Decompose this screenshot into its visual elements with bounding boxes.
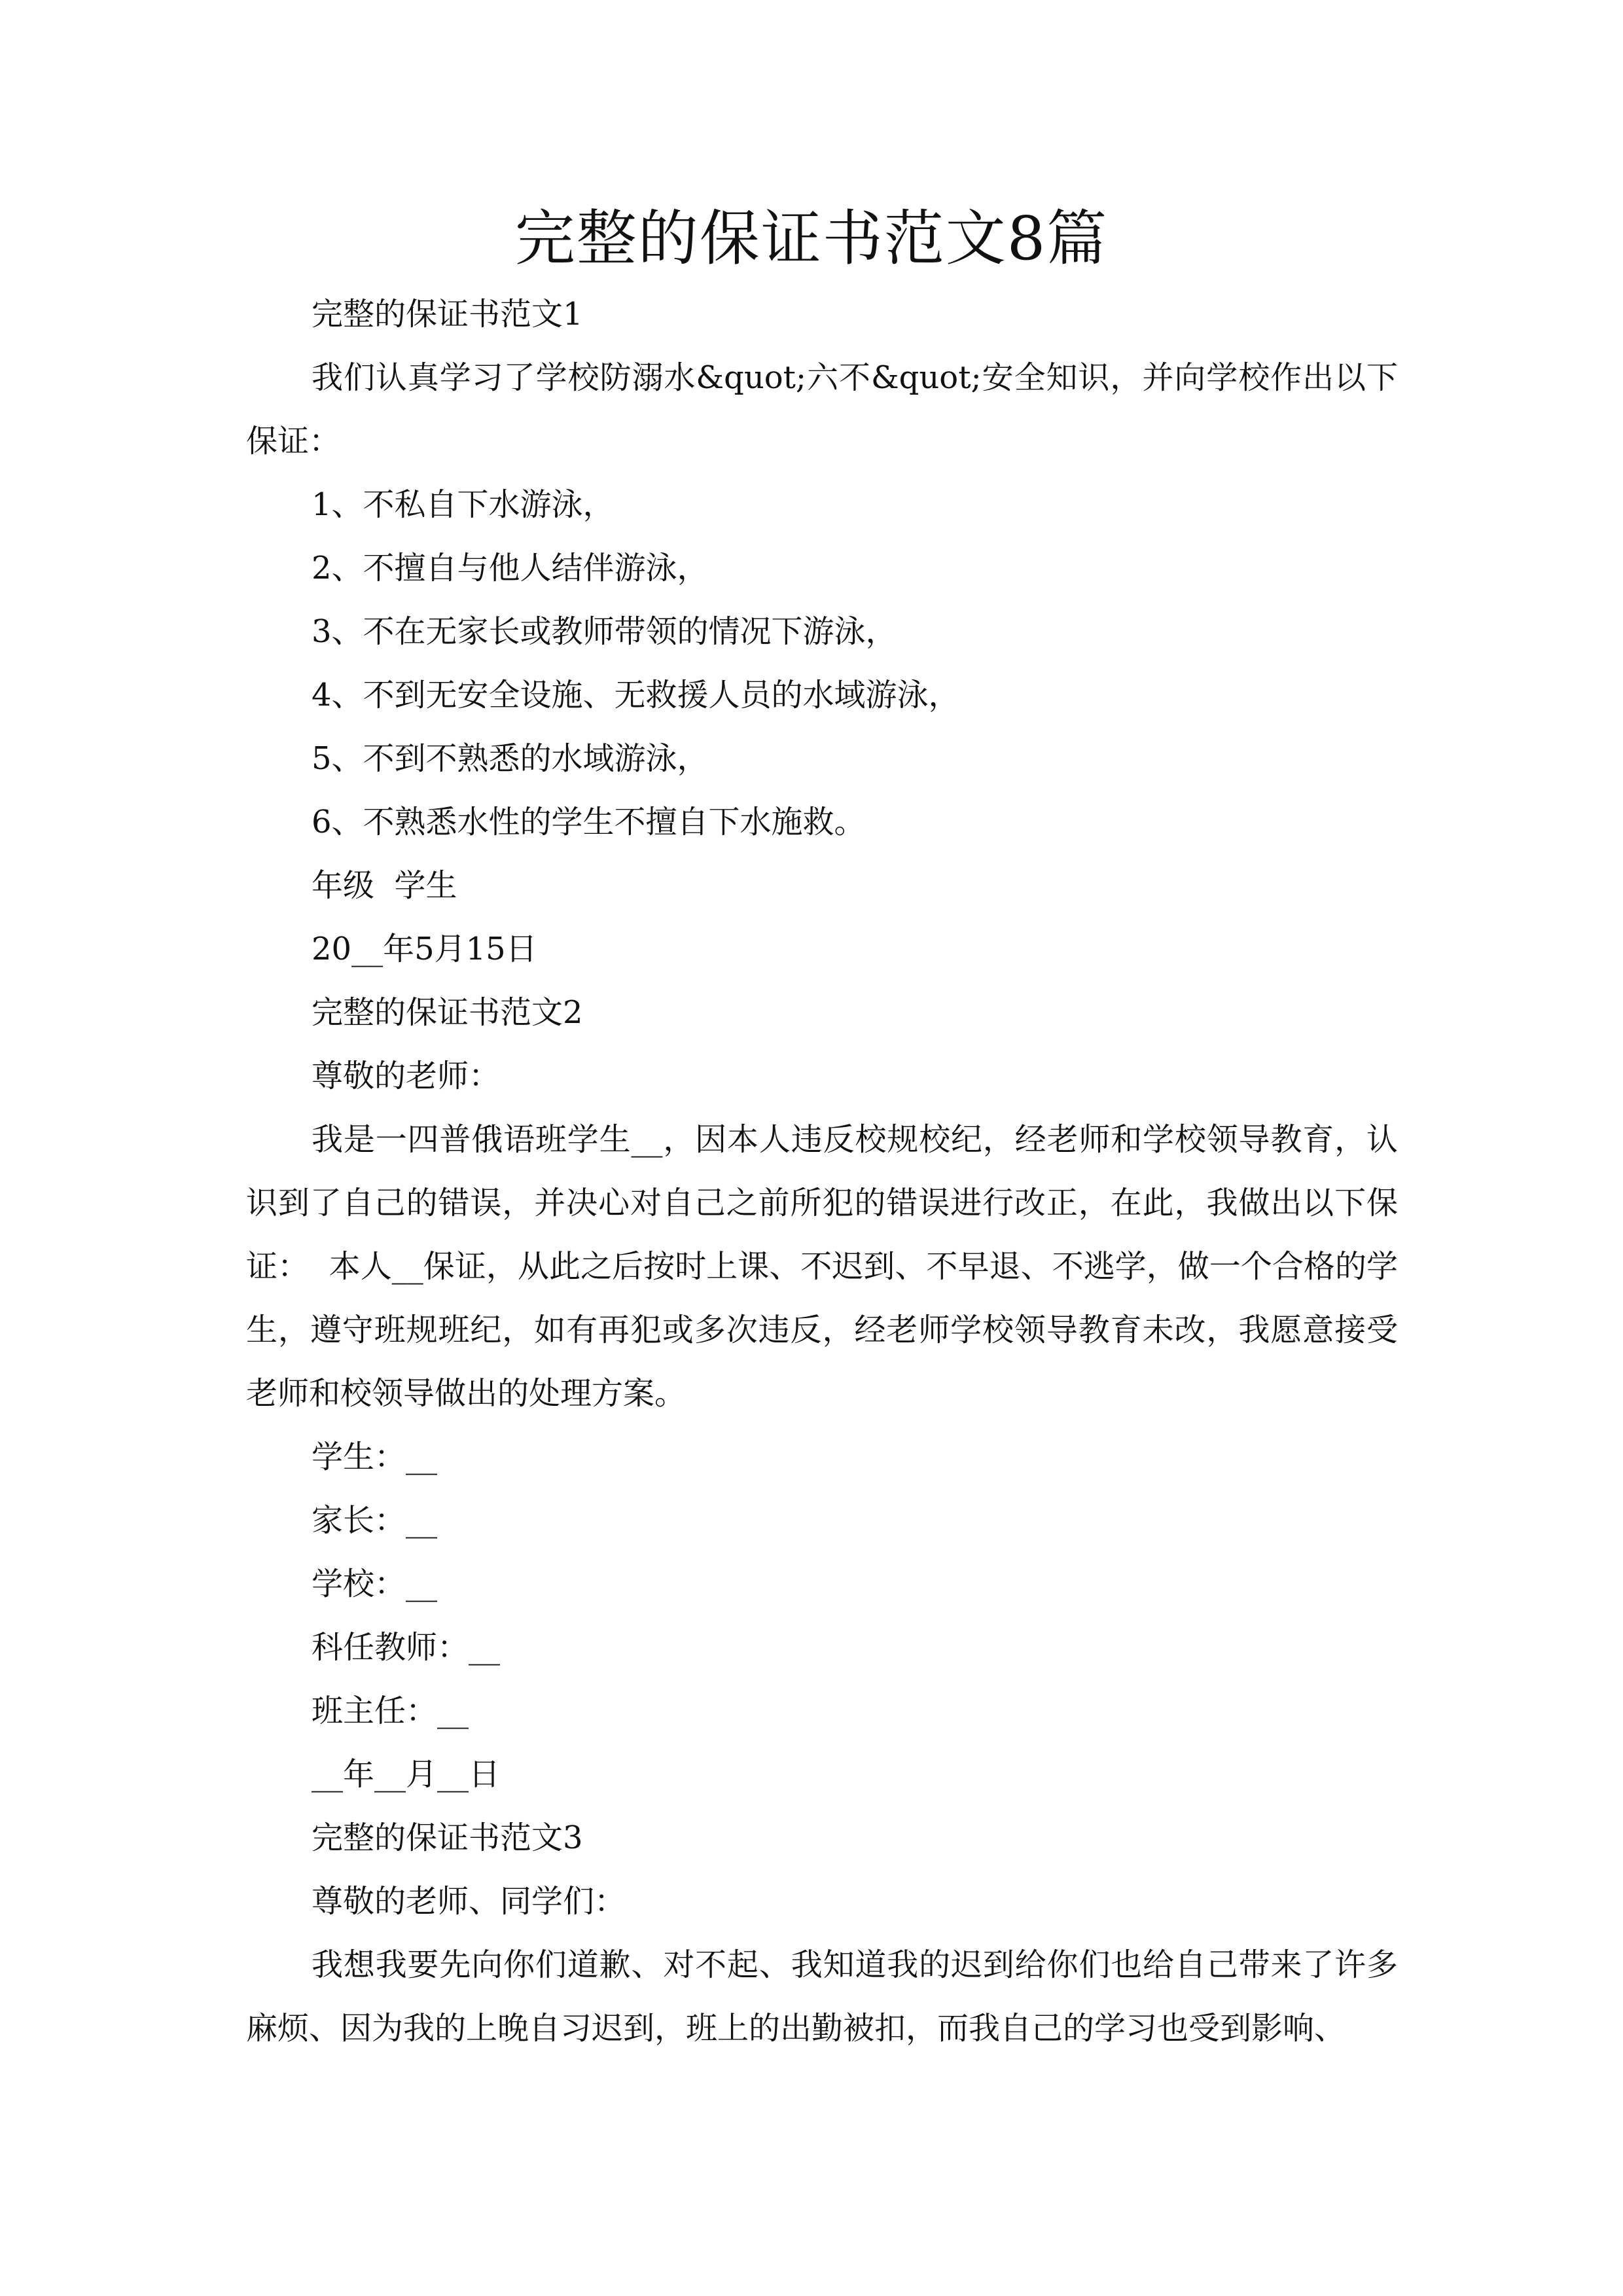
section-heading: 完整的保证书范文3 <box>312 1820 583 1856</box>
document-body <box>246 283 1398 2060</box>
list-item: 3、不在无家长或教师带领的情况下游泳， <box>312 613 897 650</box>
list-item: 4、不到无安全设施、无救援人员的水域游泳， <box>312 677 960 713</box>
signature-line: 年级 学生 <box>312 867 457 904</box>
signature-field: 科任教师：__ <box>312 1629 501 1666</box>
signature-field: 学生：__ <box>312 1439 438 1475</box>
list-item: 1、不私自下水游泳， <box>312 486 615 523</box>
salutation: 尊敬的老师、同学们： <box>312 1883 626 1920</box>
section-heading: 完整的保证书范文2 <box>312 994 583 1031</box>
body-paragraph: 我是一四普俄语班学生__，因本人违反校规校纪，经老师和学校领导教育，认识到了自己的错误，并决心对自己之前所犯的错误进行改正，在此，我做出以下保证： 本人__保证，从此之后按时上课、不迟到、不早退、不逃学，做一个合格的学生，遵守班规班纪，如有再犯或多次违反，经老师学校领导教育未改，我愿意接受老师和校领导做出的处理方案。 <box>246 1121 1398 1412</box>
body-paragraph: 我们认真学习了学校防溺水&quot;六不&quot;安全知识，并向学校作出以下保证： <box>246 359 1398 459</box>
body-paragraph: 我想我要先向你们道歉、对不起、我知道我的迟到给你们也给自己带来了许多麻烦、因为我的上晚自习迟到，班上的出勤被扣，而我自己的学习也受到影响、 <box>246 1946 1398 2047</box>
signature-field: 班主任：__ <box>312 1693 469 1729</box>
salutation: 尊敬的老师： <box>312 1058 501 1094</box>
date-line: __年__月__日 <box>312 1756 501 1793</box>
section-heading: 完整的保证书范文1 <box>312 296 583 332</box>
list-item: 6、不熟悉水性的学生不擅自下水施救。 <box>312 804 866 840</box>
document-title: 完整的保证书范文8篇 <box>514 204 1109 274</box>
signature-field: 学校：__ <box>312 1566 438 1602</box>
list-item: 5、不到不熟悉的水域游泳， <box>312 740 709 777</box>
date-line: 20__年5月15日 <box>312 931 537 967</box>
list-item: 2、不擅自与他人结伴游泳， <box>312 550 709 586</box>
signature-field: 家长：__ <box>312 1502 438 1539</box>
